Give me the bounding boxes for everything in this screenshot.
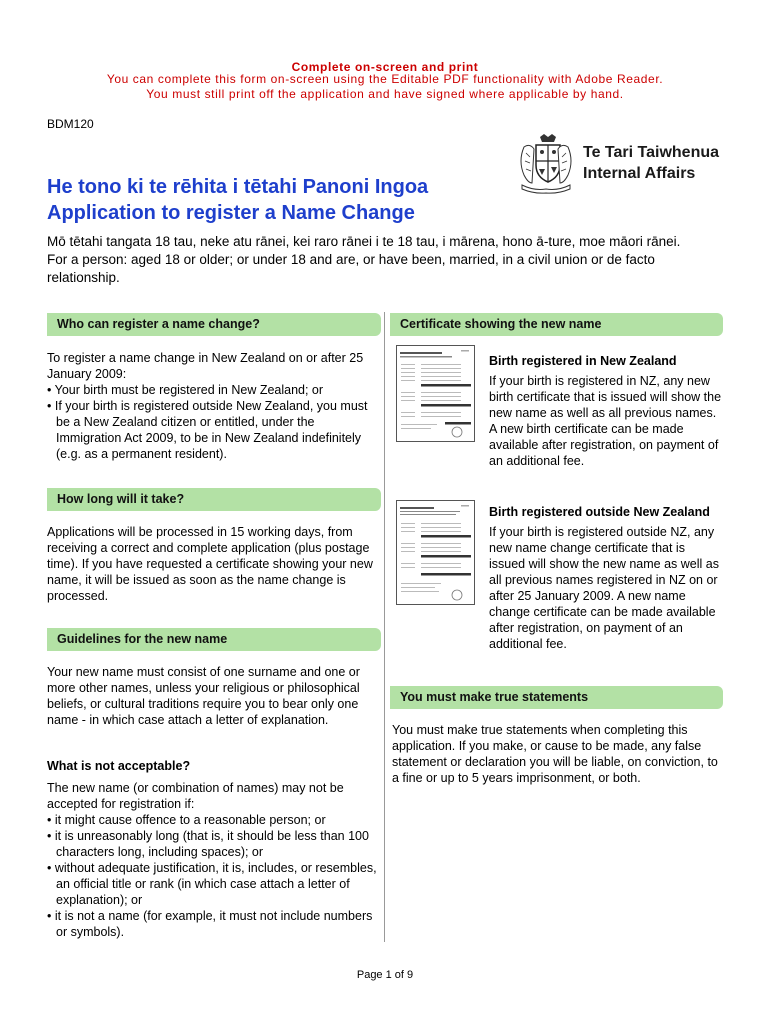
birth-nz-body — [489, 373, 723, 469]
not-acceptable-bullet: • it might cause offence to a reasonable person; or — [47, 813, 326, 827]
intro-maori: Mō tētahi tangata 18 tau, neke atu rānei, kei raro rānei i te 18 tau, i mārena, hono ā-ture, moe māori rānei. — [47, 234, 681, 249]
who-can-register-body — [47, 350, 377, 462]
not-acceptable-bullet: • without adequate justification, it is, includes, or resembles, an official title or rank (in which case attach a letter of explanation); or — [47, 861, 377, 907]
who-can-register-heading: Who can register a name change? — [47, 313, 381, 336]
how-long-body — [47, 524, 379, 604]
notice-heading: Complete on-screen and print — [291, 60, 479, 74]
birth-overseas-body — [489, 524, 723, 652]
guidelines-body — [47, 664, 371, 728]
notice-line-2: You must still print off the application and have signed where applicable by hand. — [146, 87, 624, 101]
birth-overseas-heading: Birth registered outside New Zealand — [489, 505, 710, 519]
certificate-image — [397, 346, 474, 441]
intro-english: For a person: aged 18 or older; or under 18 and are, or have been, married, in a civil union or de facto relationship. — [47, 252, 655, 285]
not-acceptable-heading: What is not acceptable? — [47, 759, 191, 773]
title-maori: He tono ki te rēhita i tētahi Panoni Ingoa — [47, 176, 429, 198]
certificate-heading: Certificate showing the new name — [390, 313, 723, 336]
who-lead: To register a name change in New Zealand on or after 25 January 2009: — [47, 351, 364, 381]
notice-line-1: You can complete this form on-screen using the Editable PDF functionality with Adobe Reader. — [106, 72, 664, 86]
how-long-heading: How long will it take? — [47, 488, 381, 511]
coat-of-arms-icon — [514, 133, 578, 195]
not-acceptable-lead: The new name (or combination of names) may not be accepted for registration if: — [47, 781, 344, 811]
how-long-text: Applications will be processed in 15 working days, from receiving a correct and complete application (plus postage time). If you have requested a certificate showing your new name, it will be issued as soon as the name change is processed. — [47, 525, 373, 603]
true-statements-body — [392, 722, 724, 786]
column-divider — [384, 312, 385, 942]
who-bullet: • Your birth must be registered in New Zealand; or — [47, 383, 324, 397]
guidelines-text: Your new name must consist of one surname and one or more other names, unless your religious or philosophical beliefs, or cultural traditions require you to bear only one name - in which case attach a letter of explanation. — [47, 665, 360, 727]
birth-overseas-text: If your birth is registered outside NZ, any new name change certificate that is issued will show the new name as well as all previous names registered in NZ on or after 25 January 2009. A new name change certificate can be made available after registration, on payment of an additional fee. — [489, 525, 719, 651]
true-statements-heading: You must make true statements — [390, 686, 723, 709]
who-bullet: • If your birth is registered outside New Zealand, you must be a New Zealand citizen or entitled, under the Immigration Act 2009, to be in New Zealand indefinitely (e.g. as a permanent resident). — [47, 399, 368, 461]
form-code: BDM120 — [47, 117, 94, 131]
birth-certificate-thumbnail — [396, 345, 475, 442]
true-statements-text: You must make true statements when completing this application. If you make, or cause to be made, any false statement or declaration you will be liable, on conviction, to a fine or up to 5 years imprisonment, or both. — [392, 723, 718, 785]
certificate-image — [397, 501, 474, 604]
not-acceptable-body — [47, 780, 381, 940]
page-number: Page 1 of 9 — [356, 969, 414, 981]
department-name — [583, 142, 719, 184]
internal-affairs-logo — [514, 133, 719, 195]
department-name-english: Internal Affairs — [583, 165, 696, 182]
not-acceptable-bullet: • it is unreasonably long (that is, it should be less than 100 characters long, including spaces); or — [47, 829, 369, 859]
birth-nz-heading: Birth registered in New Zealand — [489, 354, 677, 368]
guidelines-heading: Guidelines for the new name — [47, 628, 381, 651]
intro — [47, 233, 727, 287]
name-change-certificate-thumbnail — [396, 500, 475, 605]
birth-nz-text: If your birth is registered in NZ, any new birth certificate that is issued will show the new name as well as all previous names. A new birth certificate can be made available after registration, on payment of an additional fee. — [489, 374, 722, 468]
title-english: Application to register a Name Change — [47, 202, 415, 224]
department-name-maori: Te Tari Taiwhenua — [583, 144, 720, 161]
not-acceptable-bullet: • it is not a name (for example, it must not include numbers or symbols). — [47, 909, 373, 939]
